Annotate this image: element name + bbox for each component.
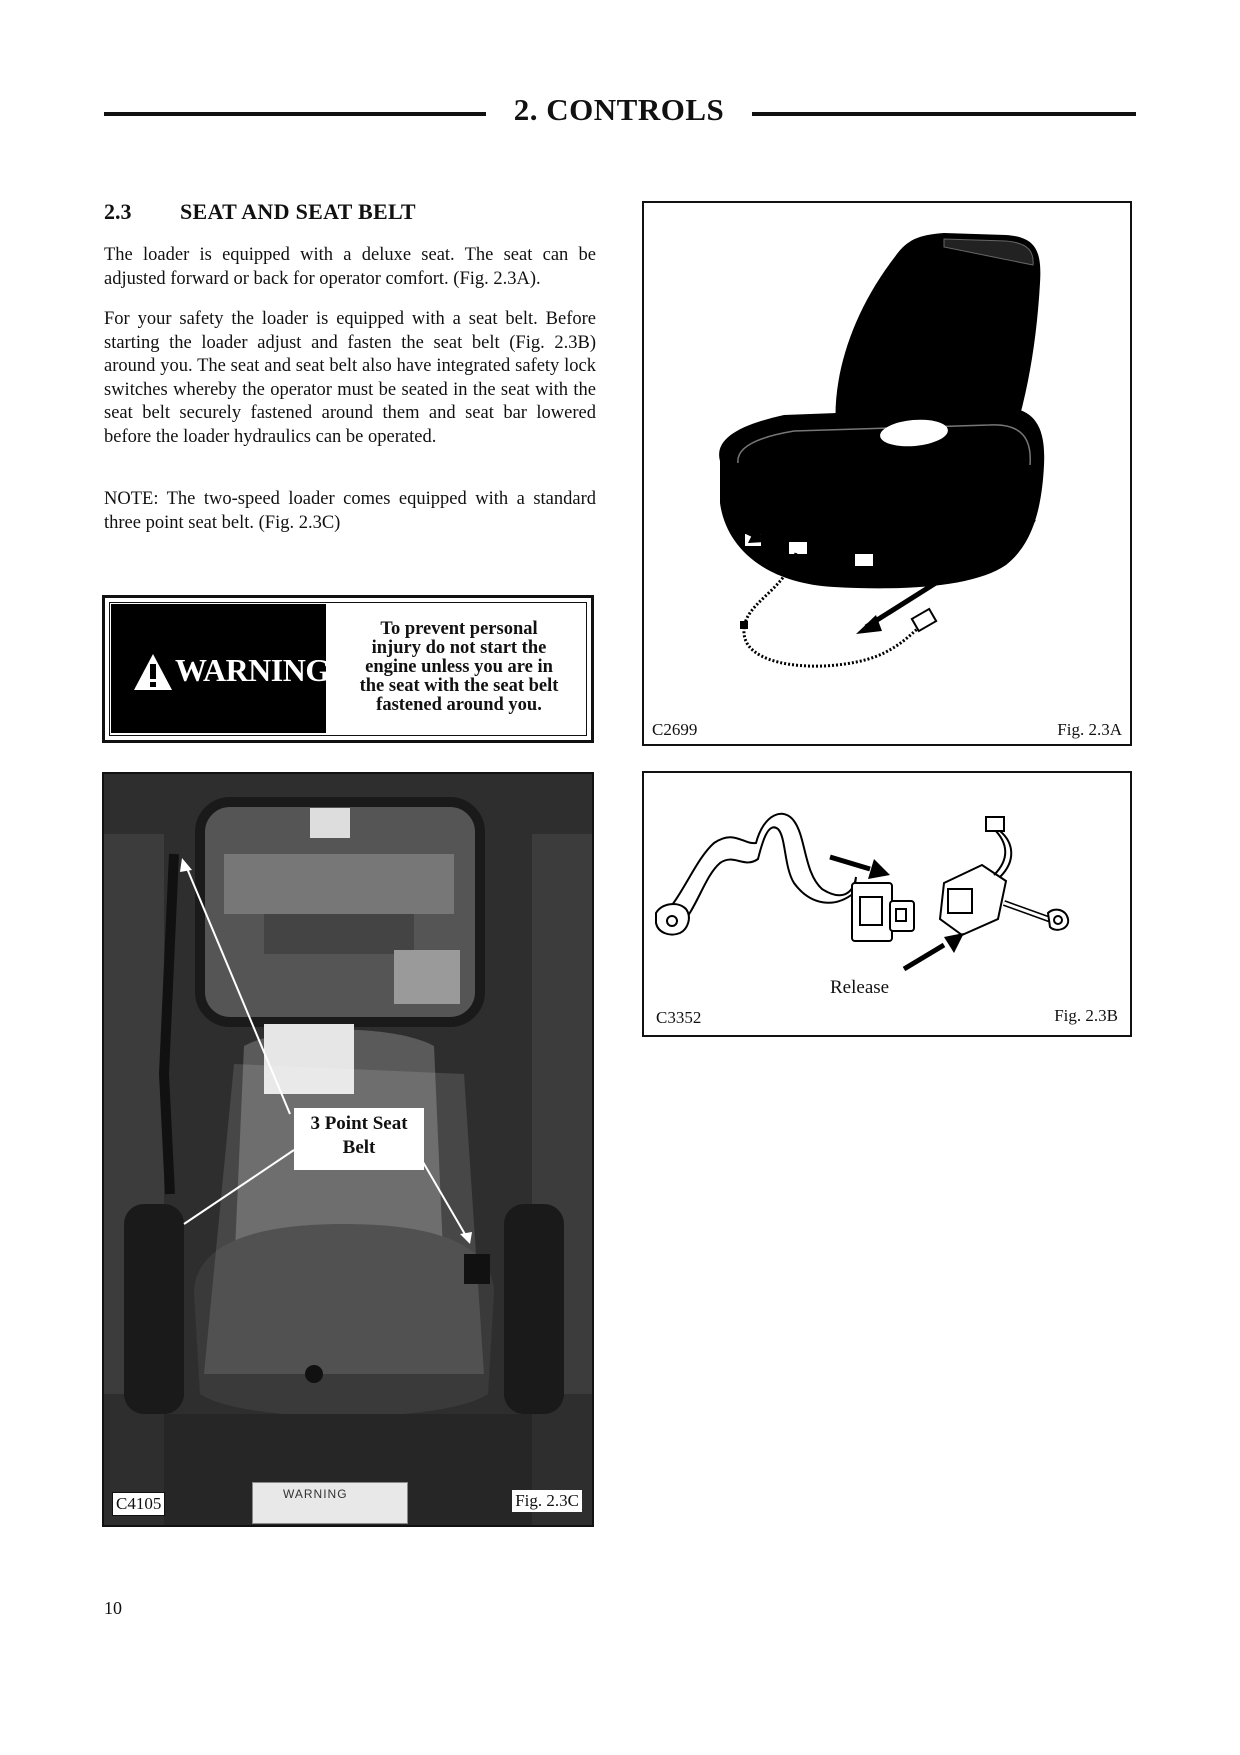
placard-text: WARNING [283,1487,348,1501]
callout-line: Belt [342,1137,376,1158]
seat-belt-illustration [644,773,1130,1003]
figure-label: Fig. 2.3A [1057,720,1122,739]
warning-message-line: the seat with the seat belt [359,676,559,696]
section-title: SEAT AND SEAT BELT [180,199,416,224]
warning-message [333,620,585,715]
figure-code: C3352 [656,1008,702,1027]
seat-illustration [644,203,1130,713]
page-number: 10 [104,1598,122,1618]
figure-label: Fig. 2.3B [1054,1006,1118,1025]
seat-belt-callout [294,1108,424,1170]
warning-message-line: injury do not start the [371,638,547,658]
figure-seat-belt [642,771,1132,1037]
warning-label: WARNING [175,652,330,688]
warning-message-line: fastened around you. [376,695,542,715]
header-rule-right [752,112,1136,116]
warning-triangle-icon [133,653,173,691]
warning-box [102,595,594,743]
callout-line: 3 Point Seat [310,1113,408,1134]
paragraph-note: NOTE: The two-speed loader comes equipped with a standard three point seat belt. (Fig. 2.3C) [104,489,596,533]
figure-code: C4105 [112,1492,165,1516]
paragraph-seat-belt-safety: For your safety the loader is equipped with a seat belt. Before starting the loader adjust and fasten the seat belt (Fig. 2.3B) around you. The seat and seat belt also have integrated safety lock switches whereby the operator must be seated in the seat with the seat belt securely fastened around them and seat bar lowered before the loader hydraulics can be operated. [104,309,596,447]
figure-seat [642,201,1132,746]
warning-message-line: To prevent personal [380,619,538,639]
figure-cab-photo [102,772,594,1527]
warning-panel [111,604,330,733]
section-number: 2.3 [104,199,132,224]
header-rule-left [104,112,486,116]
figure-code: C2699 [652,720,698,739]
paragraph-seat-adjust: The loader is equipped with a deluxe seat. The seat can be adjusted forward or back for operator comfort. (Fig. 2.3A). [104,245,596,289]
release-label: Release [830,977,890,998]
warning-message-line: engine unless you are in [365,657,553,677]
warning-placard [252,1482,408,1524]
chapter-title: 2. CONTROLS [513,92,725,127]
figure-label: Fig. 2.3C [512,1490,582,1512]
